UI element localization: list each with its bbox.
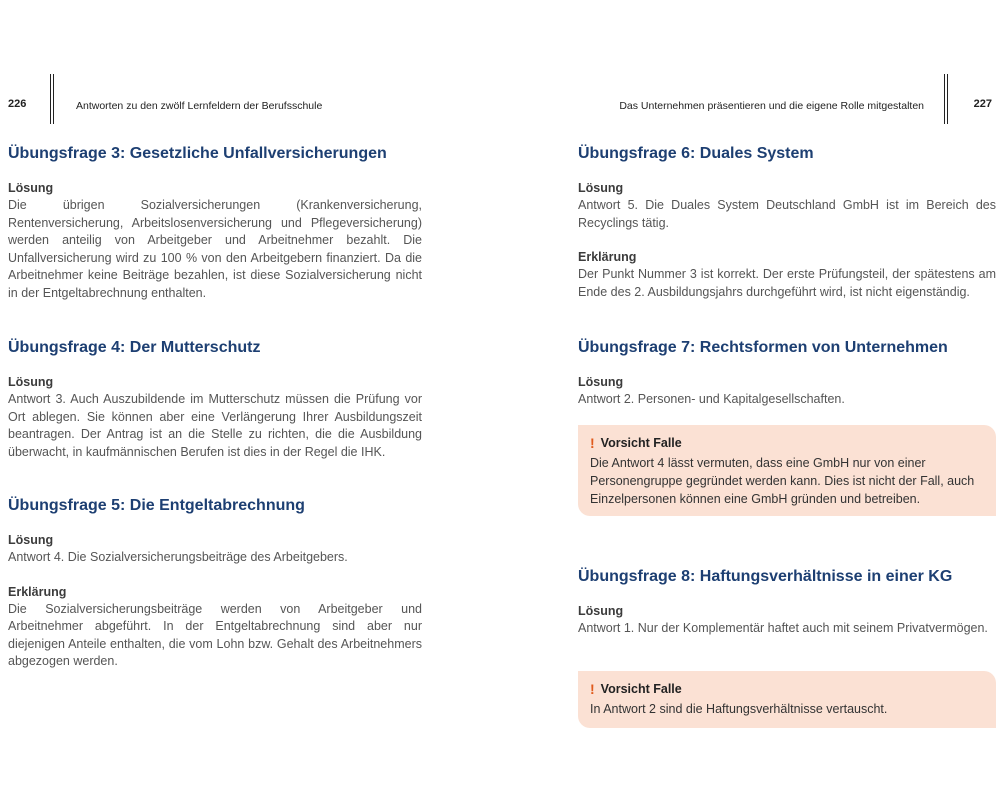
warning-text: Die Antwort 4 lässt vermuten, dass eine GmbH nur von einer Personengruppe gegründet werden kann. Dies ist nicht der Fall, auch Einzelpersonen können eine GmbH gründen und betreiben. xyxy=(590,456,975,506)
loesung-label: Lösung xyxy=(8,533,54,547)
loesung-text: Antwort 2. Personen- und Kapitalgesellschaften. xyxy=(578,392,845,406)
loesung-label: Lösung xyxy=(8,181,54,195)
question-title: Übungsfrage 3: Gesetzliche Unfallversicherungen xyxy=(8,145,387,162)
loesung-label: Lösung xyxy=(578,375,624,389)
warning-text: In Antwort 2 sind die Haftungsverhältnisse vertauscht. xyxy=(590,702,888,716)
running-head: Das Unternehmen präsentieren und die eigene Rolle mitgestalten xyxy=(619,100,924,112)
question-8 xyxy=(578,567,996,638)
warning-box xyxy=(578,671,996,728)
warning-box xyxy=(578,425,996,516)
question-7 xyxy=(578,338,996,409)
header-rule xyxy=(50,74,54,124)
page-number: 227 xyxy=(973,98,992,110)
loesung-text: Die übrigen Sozialversicherungen (Krankenversicherung, Rentenversicherung, Arbeitslosenversicherung und Pflegeversicherung) werden anteilig von Arbeitgeber und Arbeitnehmer bezahlt. Die Unfallversicherung wird zu 100 % von den Arbeitgebern finanziert. Da die Arbeitnehmer keine Beiträge bezahlen, ist diese Sozialversicherung nicht in der Entgeltabrechnung enthalten. xyxy=(8,198,422,300)
erklaerung-label: Erklärung xyxy=(8,584,67,599)
erklaerung-text: Die Sozialversicherungsbeiträge werden von Arbeitgeber und Arbeitnehmer abgeführt. In der Entgeltabrechnung sind aber nur diejenigen Anteile enthalten, die vom Lohn bzw. Gehalt des Arbeitnehmers abgezogen werden. xyxy=(8,601,422,668)
erklaerung-label: Erklärung xyxy=(578,250,637,264)
question-title: Übungsfrage 5: Die Entgeltabrechnung xyxy=(8,497,305,514)
question-3 xyxy=(8,144,422,302)
page-number: 226 xyxy=(8,98,27,110)
running-head: Antworten zu den zwölf Lernfeldern der Berufsschule xyxy=(76,100,323,112)
left-page xyxy=(0,0,430,800)
loesung-label: Lösung xyxy=(578,181,624,195)
question-title: Übungsfrage 4: Der Mutterschutz xyxy=(8,339,261,356)
question-5 xyxy=(8,496,422,671)
question-title: Übungsfrage 8: Haftungsverhältnisse in einer KG xyxy=(578,568,953,585)
warning-title: Vorsicht Falle xyxy=(600,682,682,696)
question-title: Übungsfrage 6: Duales System xyxy=(578,145,814,162)
loesung-text: Antwort 3. Auch Auszubildende im Mutterschutz müssen die Prüfung vor Ort ablegen. Sie können aber eine Verlängerung Ihrer Ausbildungszeit beantragen. Der Antrag ist an die Stelle zu richten, die die Ausbildung überwacht, in kaufmännischen Berufen ist dies in der Regel die IHK. xyxy=(8,392,422,459)
warning-title: Vorsicht Falle xyxy=(600,436,682,450)
right-page xyxy=(578,0,996,800)
warning-header xyxy=(590,681,984,697)
loesung-label: Lösung xyxy=(8,375,54,389)
question-title: Übungsfrage 7: Rechtsformen von Unternehmen xyxy=(578,339,948,356)
question-6 xyxy=(578,144,996,301)
loesung-text: Antwort 1. Nur der Komplementär haftet auch mit seinem Privatvermögen. xyxy=(578,621,988,635)
exclamation-icon: ! xyxy=(590,435,595,451)
header-rule xyxy=(944,74,948,124)
erklaerung-text: Der Punkt Nummer 3 ist korrekt. Der erste Prüfungsteil, der spätestens am Ende des 2. Ausbildungsjahrs durchgeführt wird, ist nicht eigenständig. xyxy=(578,267,996,299)
warning-header xyxy=(590,435,984,451)
question-4 xyxy=(8,338,422,461)
loesung-text: Antwort 5. Die Duales System Deutschland GmbH ist im Bereich des Recyclings tätig. xyxy=(578,198,996,230)
exclamation-icon: ! xyxy=(590,681,595,697)
loesung-label: Lösung xyxy=(578,604,624,618)
loesung-text: Antwort 4. Die Sozialversicherungsbeiträge des Arbeitgebers. xyxy=(8,550,348,564)
